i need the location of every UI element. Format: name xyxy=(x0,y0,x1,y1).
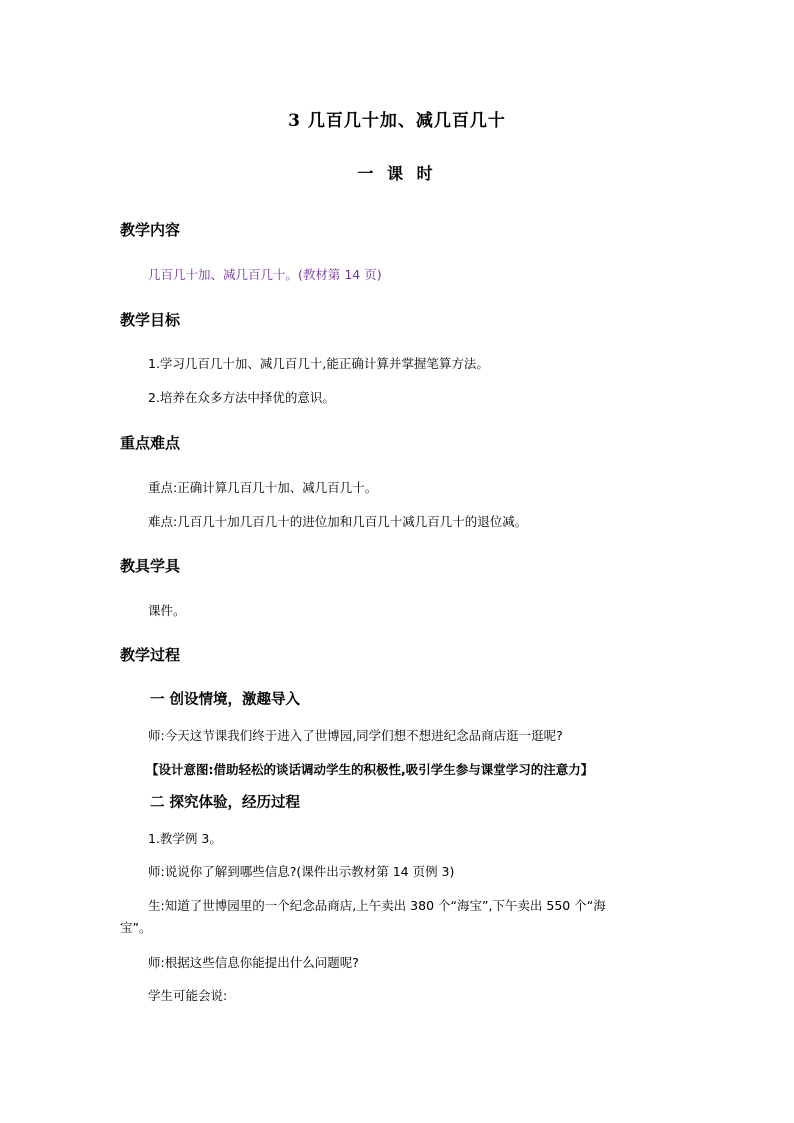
student-answer-line-2: 宝”。 xyxy=(120,920,152,935)
teacher-ask-text: 师:说说你了解到哪些信息?(课件出示教材第 14 页例 3) xyxy=(148,864,455,879)
goal-item-1: 1.学习几百几十加、减几百几十,能正确计算并掌握笔算方法。 xyxy=(148,356,489,371)
section-heading-content: 教学内容 xyxy=(120,221,181,239)
goal-item-2: 2.培养在众多方法中择优的意识。 xyxy=(148,390,335,405)
teacher-intro-text: 师:今天这节课我们终于进入了世博园,同学们想不想进纪念品商店逛一逛呢? xyxy=(148,728,563,743)
content-text: 几百几十加、减几百几十。(教材第 14 页) xyxy=(148,267,382,282)
student-answer-line-1: 生:知道了世博园里的一个纪念品商店,上午卖出 380 个“海宝”,下午卖出 550 个“海 xyxy=(148,898,606,913)
process-part1-heading: 一 创设情境，激趣导入 xyxy=(150,692,301,708)
document-subtitle: 一 课 时 xyxy=(357,164,437,183)
document-title: 3 几百几十加、减几百几十 xyxy=(288,111,506,131)
example-text: 1.教学例 3。 xyxy=(148,831,222,846)
difficulty-text: 难点:几百几十加几百几十的进位加和几百几十减几百几十的退位减。 xyxy=(148,514,528,529)
section-heading-goals: 教学目标 xyxy=(120,311,181,329)
design-intent-text: 【设计意图:借助轻松的谈话调动学生的积极性,吸引学生参与课堂学习的注意力】 xyxy=(146,762,594,777)
tools-text: 课件。 xyxy=(148,603,186,618)
section-heading-tools: 教具学具 xyxy=(120,557,181,575)
section-heading-process: 教学过程 xyxy=(120,646,181,664)
section-heading-key-points: 重点难点 xyxy=(120,434,181,452)
student-maybe-text: 学生可能会说: xyxy=(148,988,228,1003)
key-point-text: 重点:正确计算几百几十加、减几百几十。 xyxy=(148,480,378,495)
teacher-question-text: 师:根据这些信息你能提出什么问题呢? xyxy=(148,955,359,970)
process-part2-heading: 二 探究体验，经历过程 xyxy=(150,795,301,811)
